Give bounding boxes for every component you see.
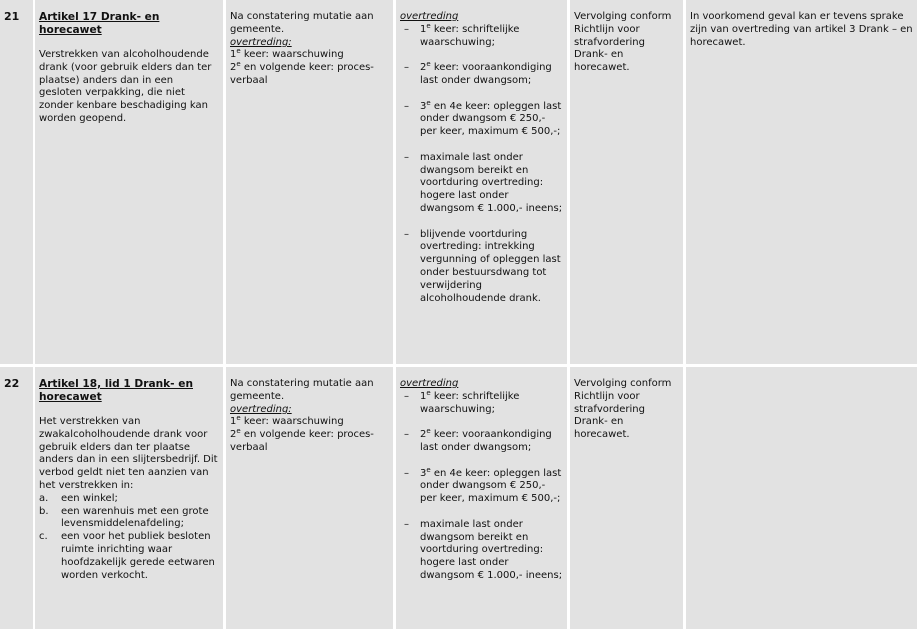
article-cell <box>35 0 223 364</box>
measure-item: – 3e en 4e keer: opleggen last onder dwangsom € 250,- per keer, maximum € 500,-; <box>404 465 562 505</box>
first-action-line-2: 2e en volgende keer: proces-verbaal <box>230 427 374 453</box>
article-title: Artikel 18, lid 1 Drank- en horecawet <box>39 378 193 403</box>
first-action-line-2: 2e en volgende keer: proces-verbaal <box>230 60 374 86</box>
first-action-cell <box>226 367 393 629</box>
article-cell <box>35 367 223 629</box>
measures-list <box>400 388 563 583</box>
article-description: Verstrekken van alcoholhoudende drank (voor gebruik elders dan ter plaatse) anders dan in een gesloten verpakking, die niet zonder kenbare beschadiging kan worden geopend. <box>39 48 212 124</box>
article-description: Het verstrekken van zwakalcoholhoudende drank voor gebruik elders dan ter plaatse anders dan in een slijtersbedrijf. Dit verbod geldt niet ten aanzien van het verstrekken in: <box>39 415 218 491</box>
first-action-label: overtreding: <box>230 403 292 415</box>
measure-item: – 1e keer: schriftelijke waarschuwing; <box>404 21 520 48</box>
row-number-cell <box>0 0 33 364</box>
measures-label: overtreding <box>400 378 459 389</box>
remark-cell <box>686 367 917 629</box>
measure-item: – maximale last onder dwangsom bereikt en voortduring overtreding: hogere last onder dwangsom € 1.000,- ineens; <box>404 518 563 581</box>
article-title: Artikel 17 Drank- en horecawet <box>39 11 160 36</box>
remark-text: In voorkomend geval kan er tevens sprake zijn van overtreding van artikel 3 Drank – en horecawet. <box>690 11 913 48</box>
first-action-intro: Na constatering mutatie aan gemeente. <box>230 11 374 35</box>
row-number-cell <box>0 367 33 629</box>
first-action-line-1: 1e keer: waarschuwing <box>230 47 344 61</box>
first-action-line-1: 1e keer: waarschuwing <box>230 414 344 428</box>
measure-item: – blijvende voortduring overtreding: intrekking vergunning of opleggen last onder bestuursdwang tot verwijdering alcoholhoudende drank. <box>404 228 561 304</box>
first-action-label: overtreding: <box>230 36 292 48</box>
followup-cell <box>570 367 683 629</box>
measure-item: – maximale last onder dwangsom bereikt en voortduring overtreding: hogere last onder dwangsom € 1.000,- ineens; <box>404 151 563 214</box>
first-action-cell <box>226 0 393 364</box>
table-row <box>0 367 921 629</box>
row-number: 21 <box>4 10 20 23</box>
row-number: 22 <box>4 377 20 390</box>
exceptions-list <box>39 493 219 583</box>
exception-item: b. een warenhuis met een grote levensmiddelenafdeling; <box>39 505 209 530</box>
measure-item: – 3e en 4e keer: opleggen last onder dwangsom € 250,- per keer, maximum € 500,-; <box>404 98 562 138</box>
remark-cell <box>686 0 917 364</box>
exception-item: a. een winkel; <box>39 492 118 504</box>
followup-text: Vervolging conform Richtlijn voor strafvordering Drank- en horecawet. <box>574 11 672 74</box>
measure-item: – 2e keer: vooraankondiging last onder dwangsom; <box>404 60 552 86</box>
followup-text: Vervolging conform Richtlijn voor strafvordering Drank- en horecawet. <box>574 378 672 441</box>
exception-item: c. een voor het publiek besloten ruimte inrichting waar hoofdzakelijk gerede eetwaren worden verkocht. <box>39 531 215 581</box>
measures-cell <box>396 0 567 364</box>
measure-item: – 1e keer: schriftelijke waarschuwing; <box>404 388 520 415</box>
measures-list <box>400 21 563 306</box>
measures-cell <box>396 367 567 629</box>
first-action-intro: Na constatering mutatie aan gemeente. <box>230 378 374 402</box>
measures-label: overtreding <box>400 11 459 22</box>
measure-item: – 2e keer: vooraankondiging last onder dwangsom; <box>404 427 552 453</box>
followup-cell <box>570 0 683 364</box>
